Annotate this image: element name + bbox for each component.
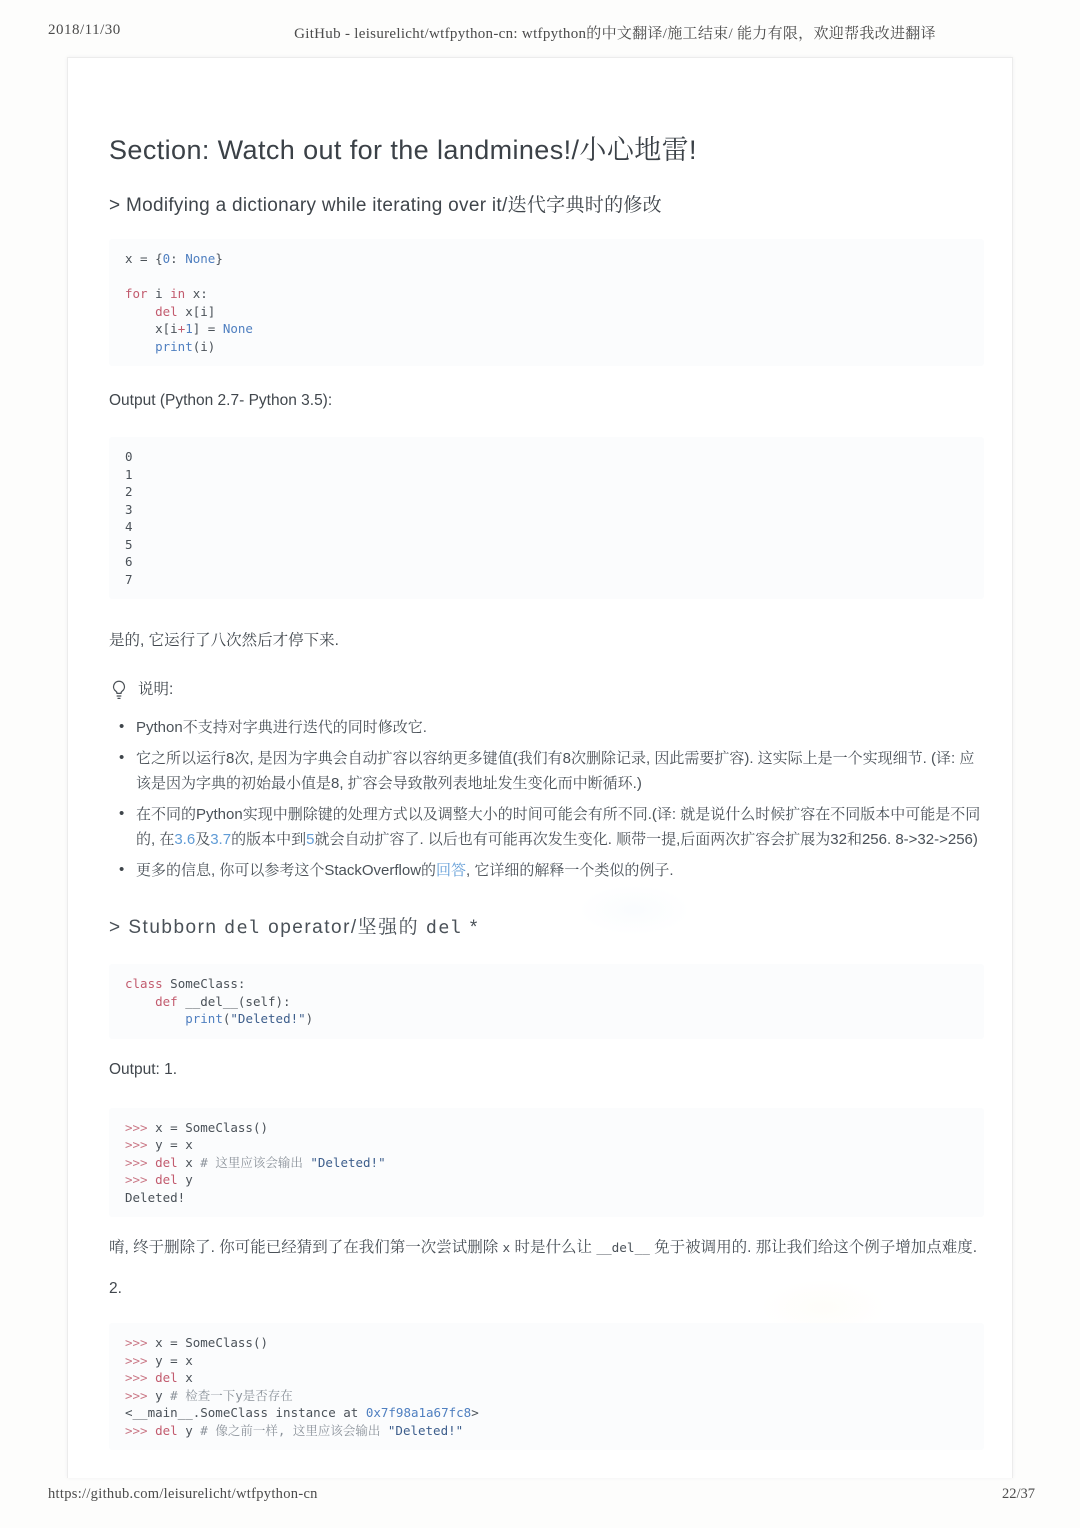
code-block-someclass	[109, 964, 984, 1039]
code-line: 6	[125, 554, 133, 569]
code-line: <__main__.SomeClass instance at 0x7f98a1a67fc8>	[125, 1405, 479, 1420]
code-block-del-second	[109, 1323, 984, 1450]
code-line: >>> y = x	[125, 1137, 193, 1152]
code-line: 0	[125, 449, 133, 464]
heading-dict-iteration: > Modifying a dictionary while iterating over it/迭代字典时的修改	[109, 195, 662, 216]
code-line: >>> y = x	[125, 1352, 193, 1368]
document-page	[67, 57, 1013, 1478]
code-line: x[i+1] = None	[125, 321, 253, 336]
output-label: Output (Python 2.7- Python 3.5):	[109, 392, 333, 409]
explanation-bullet: • 它之所以运行8次, 是因为字典会自动扩容以容纳更多键值(我们有8次删除记录, 因此需要扩容). 这实际上是一个实现细节. (译: 应该是因为字典的初始最小值是8, 扩容会导致散列表地址发生变化而中断循环.)	[136, 746, 984, 796]
code-line: def __del__(self):	[155, 993, 291, 1009]
document-content	[68, 58, 1012, 1450]
code-line	[125, 268, 968, 286]
code-line: print("Deleted!")	[185, 1011, 314, 1026]
code-line: 2	[125, 484, 133, 499]
explanation-bullet: • Python不支持对字典进行迭代的同时修改它.	[136, 715, 984, 740]
code-line: 7	[125, 571, 133, 587]
code-block-del-first	[109, 1108, 984, 1218]
code-line: >>> y # 检查一下y是否存在	[125, 1387, 293, 1403]
code-line: class SomeClass:	[125, 976, 246, 991]
print-header	[0, 20, 1080, 44]
label-example-2: 2.	[109, 1280, 122, 1297]
inline-link[interactable]: 5	[306, 831, 315, 848]
print-footer	[0, 1486, 1080, 1508]
print-header-title: GitHub - leisurelicht/wtfpython-cn: wtfpython的中文翻译/施工结束/ 能力有限，欢迎帮我改进翻译	[294, 26, 936, 42]
section-title: Section: Watch out for the landmines!/小心地雷!	[109, 135, 697, 165]
code-line: 3	[125, 501, 133, 517]
code-line: >>> x = SomeClass()	[125, 1335, 268, 1350]
code-line: >>> del y	[125, 1172, 193, 1187]
code-line: >>> x = SomeClass()	[125, 1119, 268, 1135]
inline-link[interactable]: 3.6	[174, 831, 196, 848]
heading-stubborn-del: > Stubborn del operator/坚强的 del *	[109, 917, 479, 938]
inline-link[interactable]: 回答	[436, 862, 467, 879]
explanation-bullet: • 更多的信息, 你可以参考这个StackOverflow的回答, 它详细的解释一个类似的例子.	[136, 858, 984, 883]
code-line: print(i)	[155, 338, 216, 354]
code-line: >>> del x # 这里应该会输出 "Deleted!"	[125, 1154, 386, 1170]
output-1-label: Output: 1.	[109, 1060, 178, 1078]
lightbulb-icon	[109, 679, 129, 701]
print-header-date: 2018/11/30	[48, 22, 121, 38]
paragraph-del-explained: 唷, 终于删除了. 你可能已经猜到了在我们第一次尝试删除 x 时是什么让 __del__ 免于被调用的. 那让我们给这个例子增加点难度.	[109, 1239, 978, 1256]
code-line: for i in x:	[125, 286, 208, 301]
code-block-dict-iteration	[109, 239, 984, 366]
code-line: Deleted!	[125, 1189, 186, 1205]
code-block-output-numbers	[109, 437, 984, 599]
inline-link[interactable]: 3.7	[210, 831, 232, 848]
explanation-bullet: • 在不同的Python实现中删除键的处理方式以及调整大小的时间可能会有所不同.(译: 就是说什么时候扩容在不同版本中可能是不同的, 在3.6及3.7的版本中到5就会自动扩容了. 以后也有可能再次发生变化. 顺带一提,后面两次扩容会扩展为32和256. 8->32->256)	[136, 802, 984, 852]
code-line: >>> del x	[125, 1370, 193, 1385]
explanation-list	[109, 715, 984, 883]
code-line: 1	[125, 466, 133, 482]
code-line: 5	[125, 536, 133, 552]
code-line: 4	[125, 519, 133, 534]
conclusion-text: 是的, 它运行了八次然后才停下来.	[109, 632, 339, 649]
explanation-header	[109, 677, 984, 702]
explanation-label: 说明:	[138, 681, 174, 698]
code-line: x = {0: None}	[125, 251, 223, 266]
footer-page-number: 22/37	[1001, 1486, 1035, 1502]
footer-url: https://github.com/leisurelicht/wtfpython-cn	[48, 1486, 318, 1502]
code-line: >>> del y # 像之前一样, 这里应该会输出 "Deleted!"	[125, 1422, 464, 1438]
code-line: del x[i]	[155, 303, 216, 319]
